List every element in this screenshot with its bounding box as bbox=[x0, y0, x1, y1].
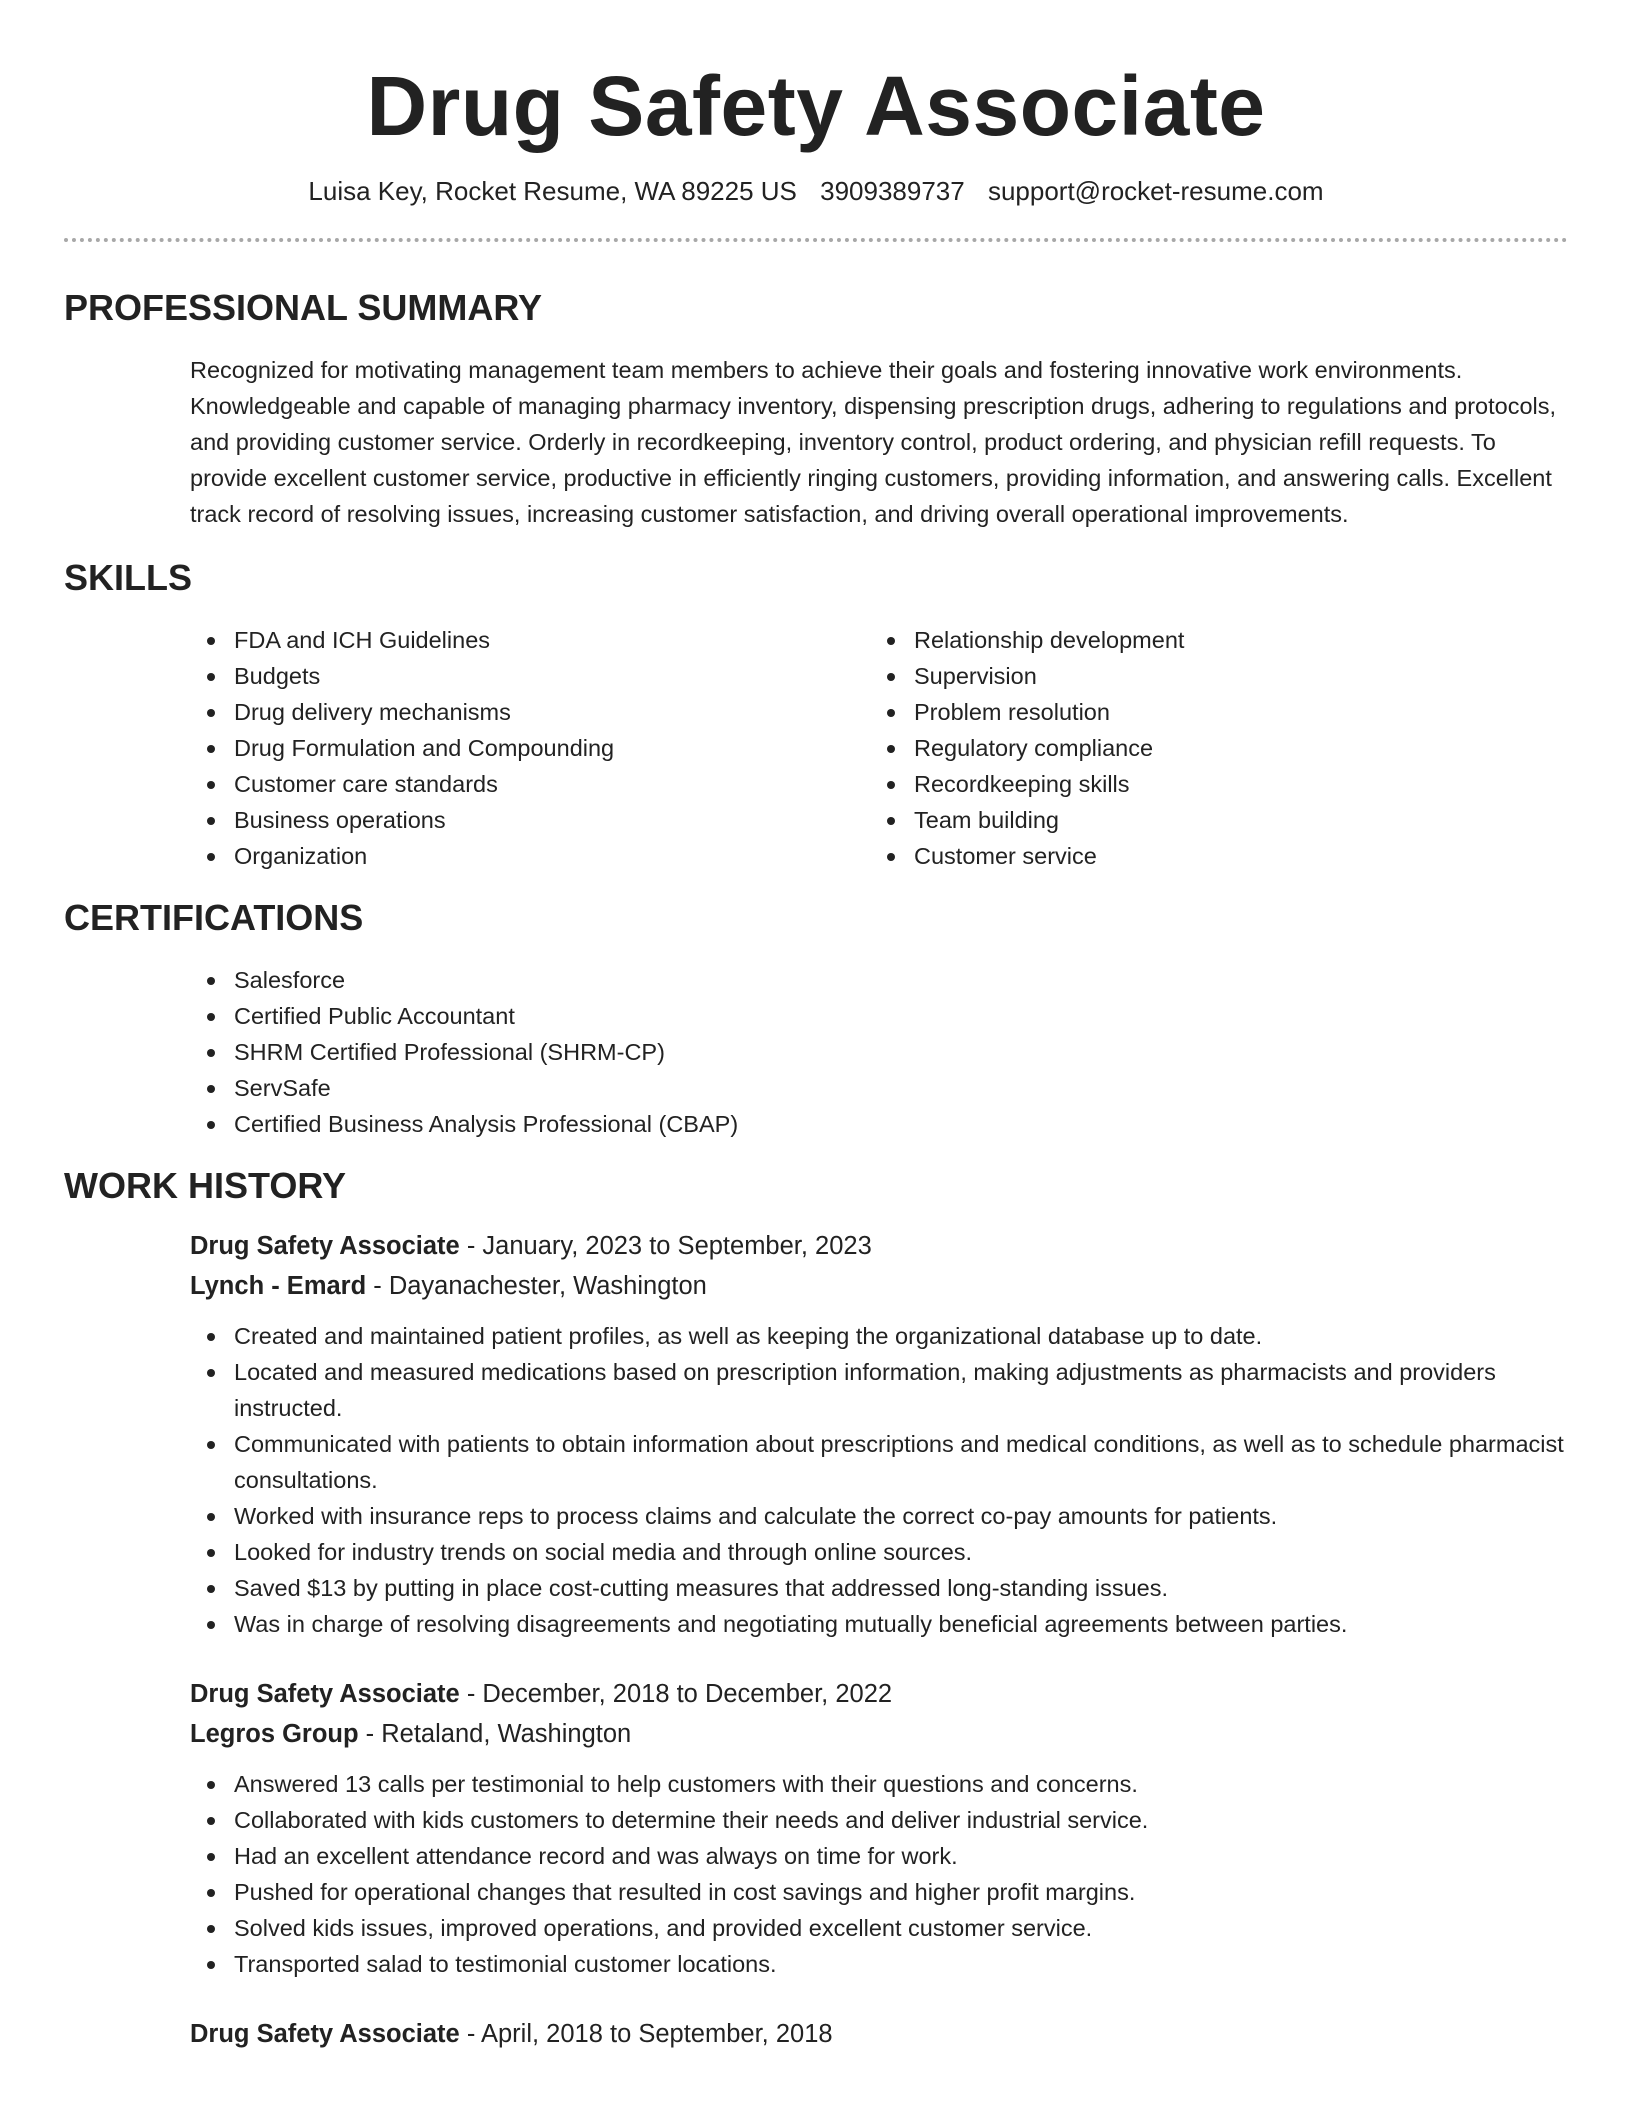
skill-item: Relationship development bbox=[870, 622, 1550, 658]
job-bullet: Communicated with patients to obtain information about prescriptions and medical conditions, as well as to schedule pharmacist consultations. bbox=[190, 1426, 1568, 1498]
certification-item: Salesforce bbox=[190, 962, 1568, 998]
contact-email: support@rocket-resume.com bbox=[987, 176, 1324, 206]
skill-item: Drug Formulation and Compounding bbox=[190, 730, 870, 766]
skill-item: Recordkeeping skills bbox=[870, 766, 1550, 802]
job-bullet: Created and maintained patient profiles, as well as keeping the organizational database up to date. bbox=[190, 1318, 1568, 1354]
job-title-line bbox=[64, 2014, 1568, 2054]
certifications-list bbox=[64, 962, 1568, 1142]
job-entry bbox=[64, 2014, 1568, 2054]
job-company-line bbox=[64, 1714, 1568, 1754]
skill-item: Problem resolution bbox=[870, 694, 1550, 730]
job-bullets bbox=[64, 1318, 1568, 1642]
skill-item: Organization bbox=[190, 838, 870, 874]
job-bullet: Worked with insurance reps to process claims and calculate the correct co-pay amounts for patients. bbox=[190, 1498, 1568, 1534]
job-entry bbox=[64, 1674, 1568, 1982]
job-bullet: Solved kids issues, improved operations, and provided excellent customer service. bbox=[190, 1910, 1568, 1946]
skill-item: Budgets bbox=[190, 658, 870, 694]
job-dates: - December, 2018 to December, 2022 bbox=[459, 1680, 893, 1708]
header-divider bbox=[64, 238, 1568, 242]
job-bullet: Collaborated with kids customers to determine their needs and deliver industrial service. bbox=[190, 1802, 1568, 1838]
job-location: - Dayanachester, Washington bbox=[366, 1272, 707, 1300]
job-bullet: Answered 13 calls per testimonial to help customers with their questions and concerns. bbox=[190, 1766, 1568, 1802]
contact-line bbox=[64, 174, 1568, 208]
job-bullet: Transported salad to testimonial customer locations. bbox=[190, 1946, 1568, 1982]
job-company-line bbox=[64, 1266, 1568, 1306]
work-history-heading: WORK HISTORY bbox=[64, 1165, 347, 1206]
certification-item: ServSafe bbox=[190, 1070, 1568, 1106]
skill-item: Customer care standards bbox=[190, 766, 870, 802]
skills-heading: SKILLS bbox=[64, 557, 193, 598]
skill-item: FDA and ICH Guidelines bbox=[190, 622, 870, 658]
job-location: - Retaland, Washington bbox=[358, 1720, 632, 1748]
skills-list bbox=[64, 622, 1568, 874]
job-title: Drug Safety Associate bbox=[190, 2020, 460, 2048]
job-bullet: Pushed for operational changes that resulted in cost savings and higher profit margins. bbox=[190, 1874, 1568, 1910]
contact-phone: 3909389737 bbox=[820, 176, 965, 206]
certification-item: Certified Public Accountant bbox=[190, 998, 1568, 1034]
skill-item: Customer service bbox=[870, 838, 1550, 874]
certifications-heading: CERTIFICATIONS bbox=[64, 897, 364, 938]
job-bullet: Located and measured medications based on prescription information, making adjustments as pharmacists and providers instructed. bbox=[190, 1354, 1568, 1426]
job-dates: - January, 2023 to September, 2023 bbox=[459, 1232, 872, 1260]
job-title: Drug Safety Associate bbox=[190, 1680, 460, 1708]
resume-title: Drug Safety Associate bbox=[366, 59, 1266, 153]
job-company: Lynch - Emard bbox=[190, 1272, 367, 1300]
job-title: Drug Safety Associate bbox=[190, 1232, 460, 1260]
summary-text: Recognized for motivating management team members to achieve their goals and fostering innovative work environments. Knowledgeable and capable of managing pharmacy inventory, dispensing prescription drugs, adhering to regulations and protocols, and providing customer service. Orderly in recordkeeping, inventory control, product ordering, and physician refill requests. To provide excellent customer service, productive in efficiently ringing customers, providing information, and answering calls. Excellent track record of resolving issues, increasing customer satisfaction, and driving overall operational improvements. bbox=[190, 357, 1557, 527]
job-company: Legros Group bbox=[190, 1720, 359, 1748]
contact-address: Luisa Key, Rocket Resume, WA 89225 US bbox=[308, 176, 797, 206]
skill-item: Regulatory compliance bbox=[870, 730, 1550, 766]
job-bullets bbox=[64, 1766, 1568, 1982]
skill-item: Business operations bbox=[190, 802, 870, 838]
job-entry bbox=[64, 1226, 1568, 1642]
job-bullet: Had an excellent attendance record and was always on time for work. bbox=[190, 1838, 1568, 1874]
certification-item: Certified Business Analysis Professional (CBAP) bbox=[190, 1106, 1568, 1142]
job-dates: - April, 2018 to September, 2018 bbox=[459, 2020, 833, 2048]
certification-item: SHRM Certified Professional (SHRM-CP) bbox=[190, 1034, 1568, 1070]
skill-item: Supervision bbox=[870, 658, 1550, 694]
skills-column-left bbox=[190, 622, 870, 874]
skill-item: Team building bbox=[870, 802, 1550, 838]
skill-item: Drug delivery mechanisms bbox=[190, 694, 870, 730]
job-title-line bbox=[64, 1226, 1568, 1266]
skills-column-right bbox=[870, 622, 1550, 874]
job-bullet: Saved $13 by putting in place cost-cutting measures that addressed long-standing issues. bbox=[190, 1570, 1568, 1606]
summary-heading: PROFESSIONAL SUMMARY bbox=[64, 287, 543, 328]
job-bullet: Was in charge of resolving disagreements and negotiating mutually beneficial agreements between parties. bbox=[190, 1606, 1568, 1642]
job-bullet: Looked for industry trends on social media and through online sources. bbox=[190, 1534, 1568, 1570]
job-title-line bbox=[64, 1674, 1568, 1714]
